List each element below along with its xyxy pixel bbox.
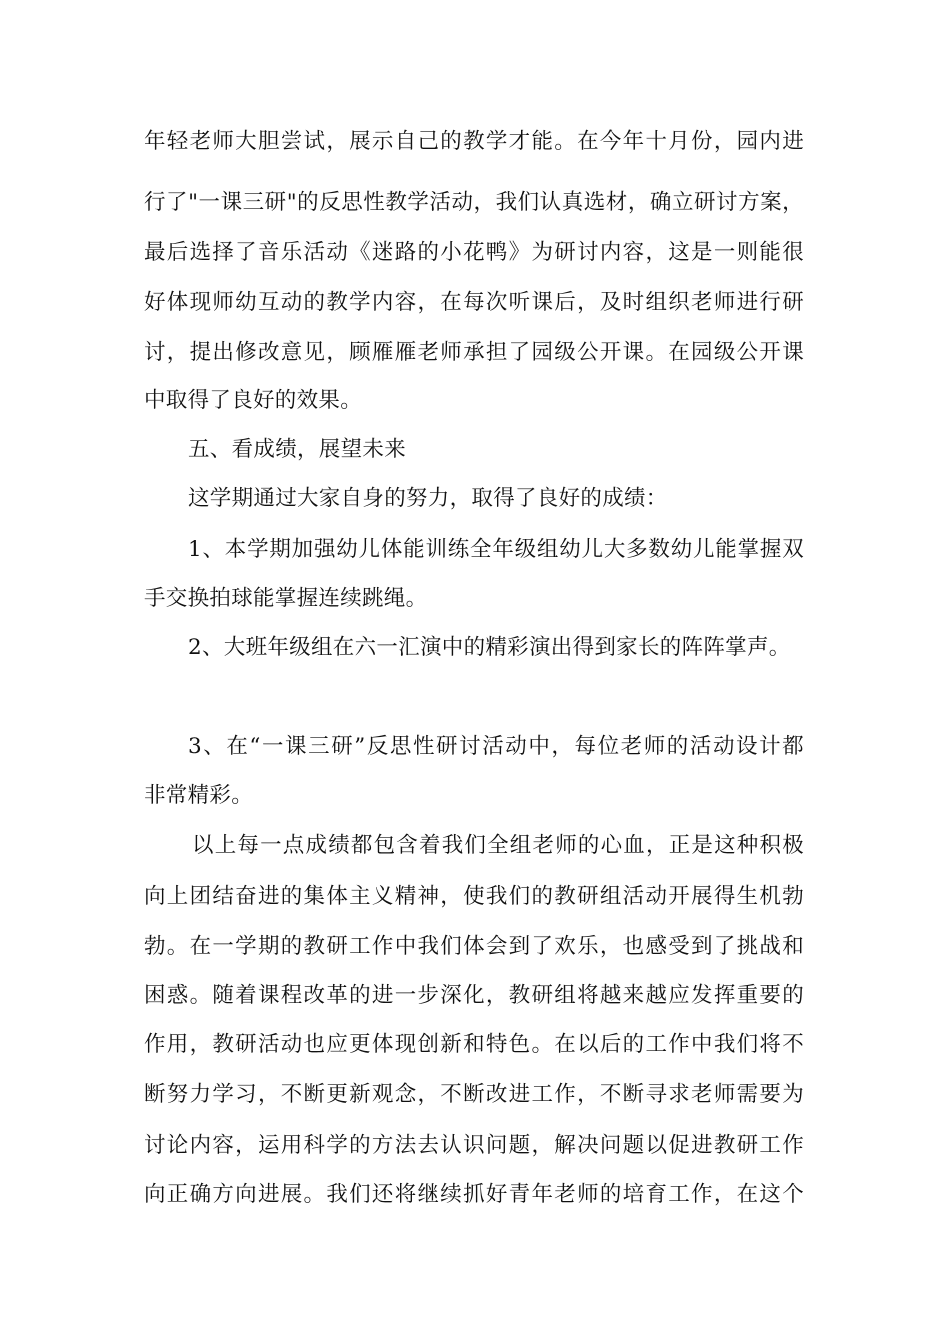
list-item-line: 2、大班年级组在六一汇演中的精彩演出得到家长的阵阵掌声。 bbox=[188, 635, 791, 660]
paragraph-line: 勃。在一学期的教研工作中我们体会到了欢乐，也感受到了挑战和 bbox=[144, 934, 804, 959]
paragraph-line: 中取得了良好的效果。 bbox=[144, 388, 363, 413]
paragraph-line: 作用，教研活动也应更体现创新和特色。在以后的工作中我们将不 bbox=[144, 1032, 804, 1057]
list-item-line: 1、本学期加强幼儿体能训练全年级组幼儿大多数幼儿能掌握双 bbox=[188, 537, 804, 562]
paragraph-line: 好体现师幼互动的教学内容，在每次听课后，及时组织老师进行研 bbox=[144, 290, 804, 315]
paragraph-line: 困惑。随着课程改革的进一步深化，教研组将越来越应发挥重要的 bbox=[144, 983, 804, 1008]
list-item-line: 非常精彩。 bbox=[144, 783, 254, 808]
paragraph-line: 讨论内容，运用科学的方法去认识问题，解决问题以促进教研工作 bbox=[144, 1133, 804, 1158]
paragraph-line: 断努力学习，不断更新观念，不断改进工作，不断寻求老师需要为 bbox=[144, 1082, 804, 1107]
list-item-line: 3、在“一课三研”反思性研讨活动中，每位老师的活动设计都 bbox=[188, 734, 804, 759]
paragraph-line: 这学期通过大家自身的努力，取得了良好的成绩： bbox=[188, 486, 668, 511]
paragraph-line: 讨，提出修改意见，顾雁雁老师承担了园级公开课。在园级公开课 bbox=[144, 340, 804, 365]
paragraph-line: 向上团结奋进的集体主义精神，使我们的教研组活动开展得生机勃 bbox=[144, 884, 804, 909]
paragraph-line: 年轻老师大胆尝试，展示自己的教学才能。在今年十月份，园内进 bbox=[144, 129, 804, 154]
list-item-line: 手交换拍球能掌握连续跳绳。 bbox=[144, 586, 428, 611]
paragraph-line: 向正确方向进展。我们还将继续抓好青年老师的培育工作，在这个 bbox=[144, 1182, 804, 1207]
section-heading: 五、看成绩，展望未来 bbox=[188, 437, 407, 462]
paragraph-line: 最后选择了音乐活动《迷路的小花鸭》为研讨内容，这是一则能很 bbox=[144, 240, 804, 265]
paragraph-line: 行了"一课三研"的反思性教学活动，我们认真选材，确立研讨方案， bbox=[144, 190, 804, 215]
paragraph-line: 以上每一点成绩都包含着我们全组老师的心血，正是这种积极 bbox=[192, 833, 804, 858]
